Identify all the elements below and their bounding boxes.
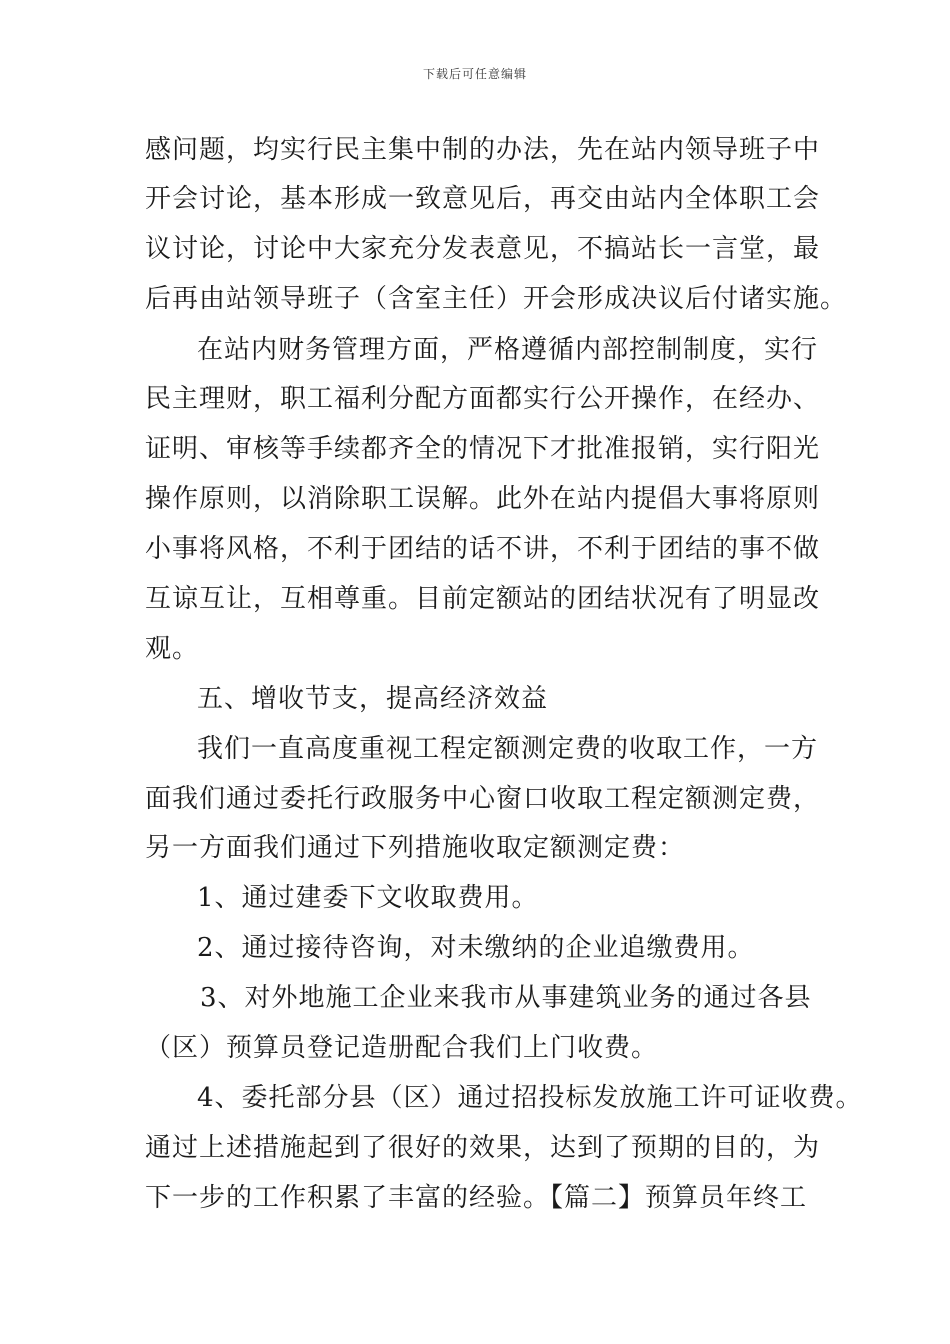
text-line: 小事将风格，不利于团结的话不讲，不利于团结的事不做 — [145, 534, 821, 564]
text-line: 感问题，均实行民主集中制的办法，先在站内领导班子中 — [145, 135, 821, 165]
text-line: 开会讨论，基本形成一致意见后，再交由站内全体职工会 — [145, 184, 821, 214]
page-header: 下载后可任意编辑 — [422, 67, 527, 81]
text-line: 面我们通过委托行政服务中心窗口收取工程定额测定费， — [145, 784, 821, 814]
text-line: 另一方面我们通过下列措施收取定额测定费： — [145, 833, 686, 863]
text-line: 后再由站领导班子（含室主任）开会形成决议后付诸实施。 — [145, 284, 848, 314]
text-line: 操作原则，以消除职工误解。此外在站内提倡大事将原则 — [145, 484, 821, 514]
text-line: 观。 — [145, 634, 200, 664]
list-item: 1、通过建委下文收取费用。 — [197, 883, 539, 913]
text-line: 在站内财务管理方面，严格遵循内部控制制度，实行 — [197, 335, 819, 365]
text-line: 互谅互让，互相尊重。目前定额站的团结状况有了明显改 — [145, 584, 821, 614]
text-line: （区）预算员登记造册配合我们上门收费。 — [145, 1033, 659, 1063]
list-item: 4、委托部分县（区）通过招投标发放施工许可证收费。 — [197, 1083, 863, 1113]
section-heading: 五、增收节支，提高经济效益 — [197, 684, 549, 714]
text-line: 民主理财，职工福利分配方面都实行公开操作，在经办、 — [145, 384, 821, 414]
text-line: 通过上述措施起到了很好的效果，达到了预期的目的，为 — [145, 1133, 821, 1163]
text-line: 证明、审核等手续都齐全的情况下才批准报销，实行阳光 — [145, 434, 821, 464]
list-item: 2、通过接待咨询，对未缴纳的企业追缴费用。 — [197, 933, 755, 963]
text-line: 议讨论，讨论中大家充分发表意见，不搞站长一言堂，最 — [145, 234, 821, 264]
text-line: 我们一直高度重视工程定额测定费的收取工作，一方 — [197, 734, 819, 764]
list-item: 3、对外地施工企业来我市从事建筑业务的通过各县 — [200, 983, 812, 1013]
text-line: 下一步的工作积累了丰富的经验。【篇二】预算员年终工 — [145, 1183, 808, 1213]
